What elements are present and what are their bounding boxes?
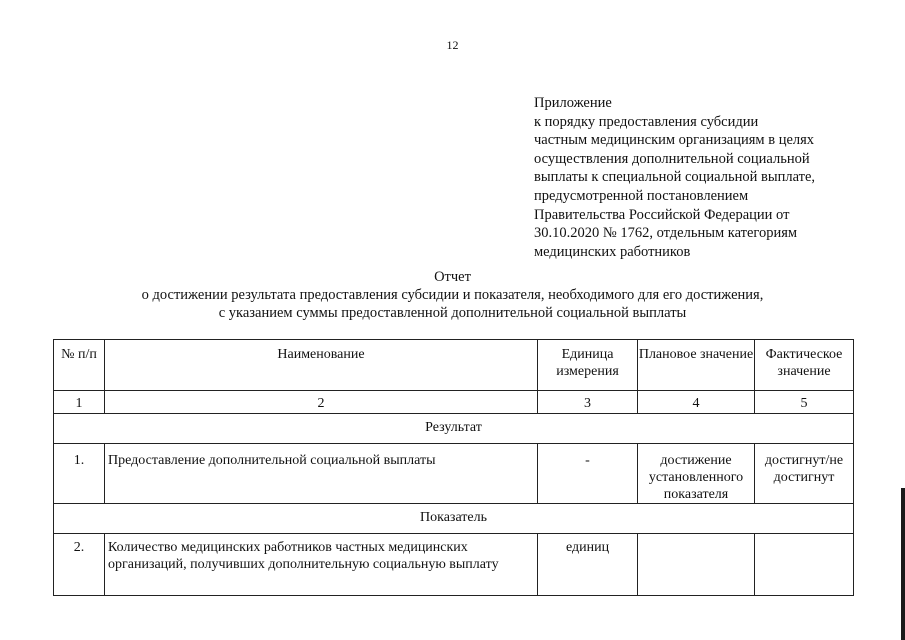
- section-row-indicator: [54, 504, 854, 534]
- column-number: 5: [755, 391, 854, 414]
- column-number: 1: [54, 391, 105, 414]
- row1-unit: -: [538, 444, 638, 504]
- scan-edge-mark: [901, 488, 905, 640]
- row1-fact: достигнут/не достигнут: [755, 444, 854, 504]
- report-subtitle-line1: о достижении результата предоставления субсидии и показателя, необходимого для его достижения,: [141, 287, 764, 303]
- appendix-block: [534, 94, 864, 261]
- header-name: Наименование: [105, 340, 538, 391]
- report-heading: [0, 268, 905, 322]
- report-title: Отчет: [434, 269, 471, 285]
- appendix-line: осуществления дополнительной социальной: [534, 150, 810, 167]
- header-unit: Единица измерения: [538, 340, 638, 391]
- report-subtitle-line2: с указанием суммы предоставленной дополнительной социальной выплаты: [218, 305, 687, 321]
- row1-plan: достижение установленного показателя: [638, 444, 755, 504]
- row2-name: Количество медицинских работников частных медицинских организаций, получивших дополнительную социальную выплату: [105, 534, 538, 596]
- header-num: № п/п: [54, 340, 105, 391]
- appendix-line: Правительства Российской Федерации от: [534, 206, 790, 223]
- table-row: [54, 444, 854, 504]
- row2-plan: [638, 534, 755, 596]
- appendix-line: 30.10.2020 № 1762, отдельным категориям: [534, 225, 798, 242]
- column-number: 4: [638, 391, 755, 414]
- column-numbers-row: [54, 391, 854, 414]
- appendix-line: частным медицинским организациям в целях: [534, 132, 815, 149]
- appendix-line: медицинских работников: [534, 243, 691, 260]
- row2-num: 2.: [54, 534, 105, 596]
- table-row: [54, 534, 854, 596]
- section-indicator-label: Показатель: [54, 504, 854, 534]
- report-table: [53, 339, 854, 596]
- row2-fact: [755, 534, 854, 596]
- appendix-line: Приложение: [534, 95, 612, 111]
- header-fact: Фактическое значение: [755, 340, 854, 391]
- row1-name: Предоставление дополнительной социальной выплаты: [105, 444, 538, 504]
- appendix-line: к порядку предоставления субсидии: [534, 113, 759, 130]
- header-plan: Плановое значение: [638, 340, 755, 391]
- section-result-label: Результат: [54, 414, 854, 444]
- row2-unit: единиц: [538, 534, 638, 596]
- section-row-result: [54, 414, 854, 444]
- appendix-line: выплаты к специальной социальной выплате,: [534, 169, 816, 186]
- row1-num: 1.: [54, 444, 105, 504]
- table-header-row: [54, 340, 854, 391]
- appendix-line: предусмотренной постановлением: [534, 187, 749, 204]
- page-number: 12: [446, 38, 459, 52]
- column-number: 2: [105, 391, 538, 414]
- column-number: 3: [538, 391, 638, 414]
